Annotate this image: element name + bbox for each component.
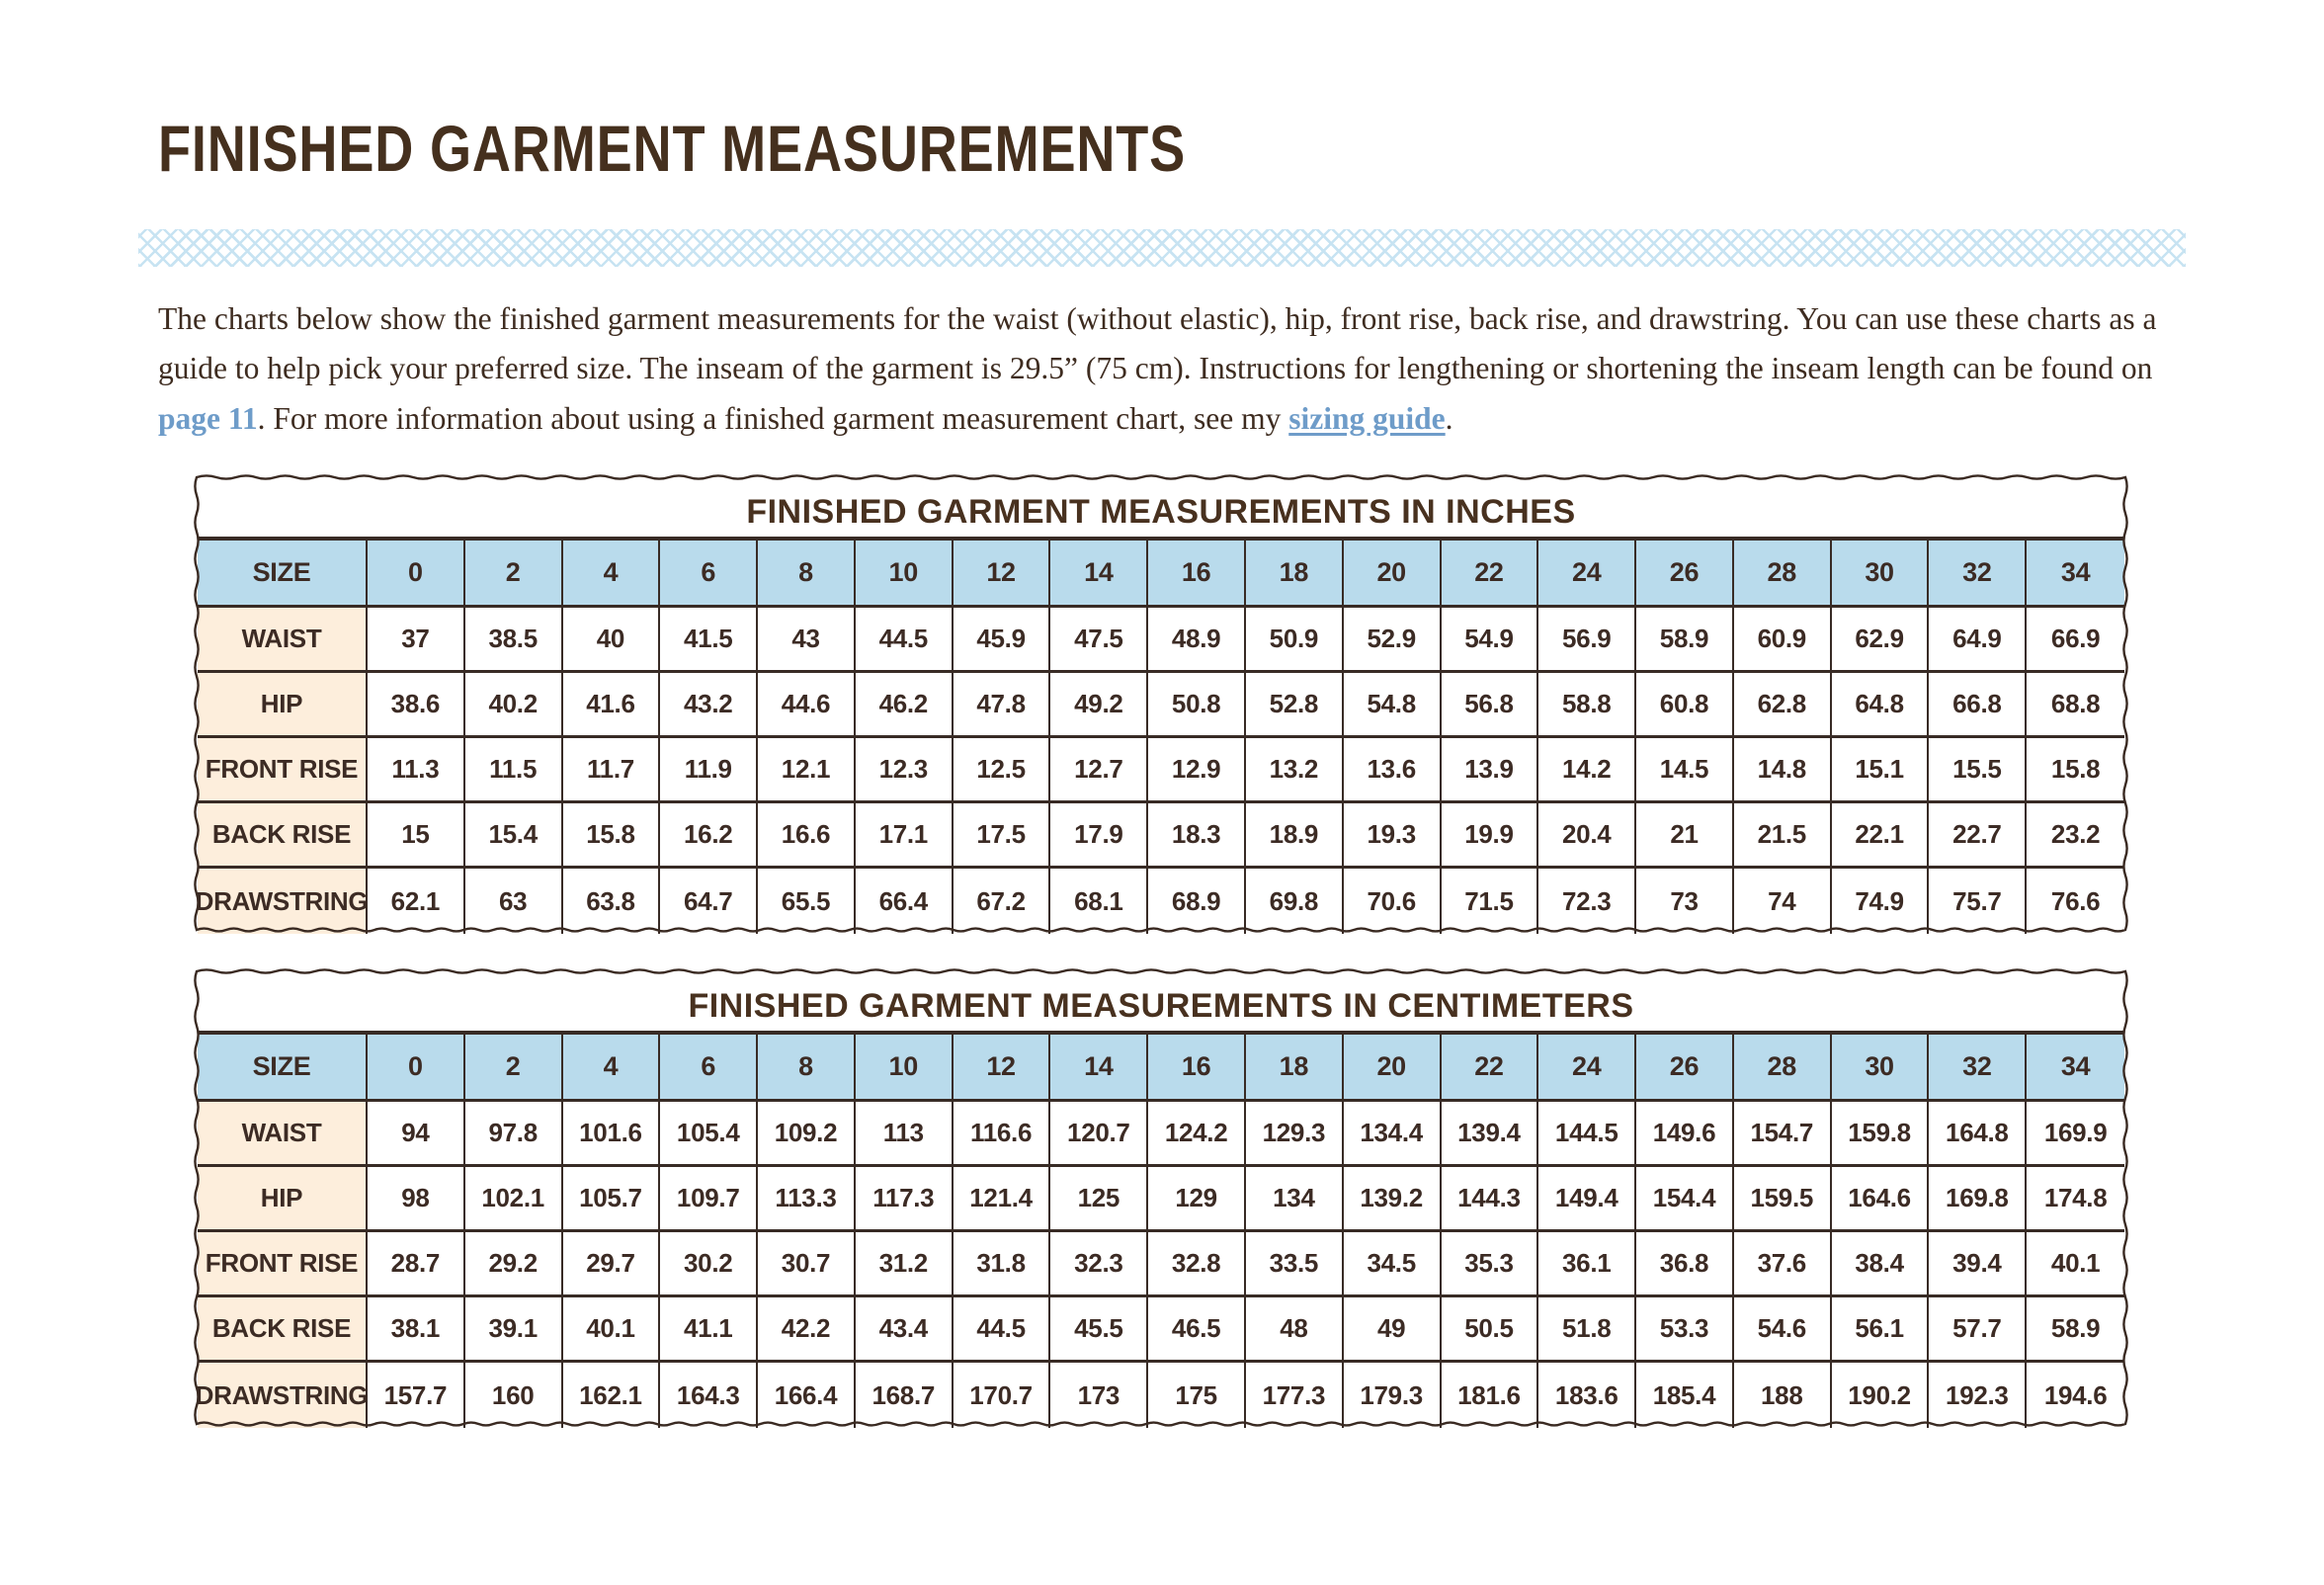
table-cell: 13.9: [1442, 738, 1539, 803]
table-cell: 69.8: [1246, 869, 1344, 934]
table-cell: 157.7: [368, 1363, 465, 1428]
table-cell: 38.1: [368, 1297, 465, 1363]
table-title-centimeters: FINISHED GARMENT MEASUREMENTS IN CENTIMETERS: [688, 986, 1634, 1025]
table-cell: 11.7: [563, 738, 661, 803]
table-cell: 53.3: [1636, 1297, 1734, 1363]
table-cell: 20.4: [1538, 803, 1636, 869]
size-header-cell: 14: [1050, 1035, 1148, 1102]
table-cell: 154.4: [1636, 1167, 1734, 1232]
table-cell: 17.1: [856, 803, 954, 869]
table-cell: 11.9: [660, 738, 758, 803]
table-title-inches: FINISHED GARMENT MEASUREMENTS IN INCHES: [746, 492, 1576, 531]
table-cell: 129.3: [1246, 1102, 1344, 1167]
table-cell: 181.6: [1442, 1363, 1539, 1428]
table-cell: 18.3: [1148, 803, 1246, 869]
table-cell: 40.1: [2027, 1232, 2124, 1297]
size-header-cell: 18: [1246, 1035, 1344, 1102]
table-cell: 117.3: [856, 1167, 954, 1232]
table-cell: 62.1: [368, 869, 465, 934]
table-cell: 97.8: [465, 1102, 563, 1167]
table-cell: 70.6: [1344, 869, 1442, 934]
intro-text-3: .: [1445, 400, 1453, 436]
size-header-label: SIZE: [198, 1035, 368, 1102]
table-cell: 139.4: [1442, 1102, 1539, 1167]
row-label: DRAWSTRING: [198, 1363, 368, 1428]
size-header-cell: 12: [954, 1035, 1051, 1102]
table-cell: 12.9: [1148, 738, 1246, 803]
table-cell: 71.5: [1442, 869, 1539, 934]
table-cell: 48: [1246, 1297, 1344, 1363]
table-cell: 63.8: [563, 869, 661, 934]
table-cell: 44.6: [758, 673, 856, 738]
row-label: WAIST: [198, 608, 368, 673]
table-cell: 94: [368, 1102, 465, 1167]
size-header-cell: 10: [856, 1035, 954, 1102]
table-cell: 58.9: [2027, 1297, 2124, 1363]
table-cell: 40.1: [563, 1297, 661, 1363]
table-cell: 38.6: [368, 673, 465, 738]
table-cell: 50.8: [1148, 673, 1246, 738]
table-cell: 63: [465, 869, 563, 934]
size-header-cell: 30: [1832, 541, 1930, 608]
table-cell: 68.1: [1050, 869, 1148, 934]
table-cell: 168.7: [856, 1363, 954, 1428]
table-cell: 164.3: [660, 1363, 758, 1428]
intro-text-1: The charts below show the finished garment measurements for the waist (without elastic), hip, front rise, back rise, and drawstring. You can use these charts as a guide to help pick your preferred size. The inseam of the garment is 29.5” (75 cm). Instructions for lengthening or shortening the inseam length can be found on: [158, 301, 2157, 386]
table-cell: 159.8: [1832, 1102, 1930, 1167]
table-cell: 58.8: [1538, 673, 1636, 738]
table-cell: 74: [1734, 869, 1832, 934]
table-cell: 113.3: [758, 1167, 856, 1232]
table-cell: 64.8: [1832, 673, 1930, 738]
table-cell: 40.2: [465, 673, 563, 738]
table-cell: 42.2: [758, 1297, 856, 1363]
size-header-cell: 16: [1148, 1035, 1246, 1102]
row-label: HIP: [198, 1167, 368, 1232]
table-cell: 41.1: [660, 1297, 758, 1363]
intro-paragraph: [158, 294, 2201, 444]
table-cell: 173: [1050, 1363, 1148, 1428]
table-cell: 56.1: [1832, 1297, 1930, 1363]
size-header-cell: 24: [1538, 541, 1636, 608]
table-cell: 43.4: [856, 1297, 954, 1363]
table-cell: 68.8: [2027, 673, 2124, 738]
table-cell: 12.7: [1050, 738, 1148, 803]
table-cell: 166.4: [758, 1363, 856, 1428]
table-cell: 177.3: [1246, 1363, 1344, 1428]
size-header-cell: 0: [368, 541, 465, 608]
measurements-table-centimeters: [193, 967, 2129, 1428]
table-cell: 169.9: [2027, 1102, 2124, 1167]
size-header-cell: 34: [2027, 1035, 2124, 1102]
table-cell: 67.2: [954, 869, 1051, 934]
table-cell: 121.4: [954, 1167, 1051, 1232]
page-11-link[interactable]: page 11: [158, 400, 258, 436]
table-cell: 58.9: [1636, 608, 1734, 673]
table-cell: 162.1: [563, 1363, 661, 1428]
table-cell: 39.4: [1929, 1232, 2027, 1297]
row-label: BACK RISE: [198, 1297, 368, 1363]
row-label: DRAWSTRING: [198, 869, 368, 934]
table-cell: 144.3: [1442, 1167, 1539, 1232]
page-title: FINISHED GARMENT MEASUREMENTS: [158, 112, 1187, 185]
size-header-cell: 26: [1636, 541, 1734, 608]
table-cell: 17.5: [954, 803, 1051, 869]
row-label: FRONT RISE: [198, 738, 368, 803]
size-header-cell: 8: [758, 1035, 856, 1102]
table-cell: 33.5: [1246, 1232, 1344, 1297]
table-cell: 30.2: [660, 1232, 758, 1297]
table-cell: 14.8: [1734, 738, 1832, 803]
table-cell: 15: [368, 803, 465, 869]
table-cell: 38.4: [1832, 1232, 1930, 1297]
table-cell: 54.9: [1442, 608, 1539, 673]
table-cell: 134: [1246, 1167, 1344, 1232]
table-cell: 60.8: [1636, 673, 1734, 738]
table-cell: 14.2: [1538, 738, 1636, 803]
size-header-cell: 10: [856, 541, 954, 608]
table-cell: 16.2: [660, 803, 758, 869]
table-cell: 159.5: [1734, 1167, 1832, 1232]
table-cell: 12.3: [856, 738, 954, 803]
table-cell: 57.7: [1929, 1297, 2027, 1363]
table-cell: 21.5: [1734, 803, 1832, 869]
table-cell: 75.7: [1929, 869, 2027, 934]
table-cell: 76.6: [2027, 869, 2124, 934]
table-cell: 50.9: [1246, 608, 1344, 673]
table-cell: 38.5: [465, 608, 563, 673]
table-cell: 11.3: [368, 738, 465, 803]
size-header-cell: 34: [2027, 541, 2124, 608]
row-label: WAIST: [198, 1102, 368, 1167]
table-cell: 48.9: [1148, 608, 1246, 673]
table-cell: 109.7: [660, 1167, 758, 1232]
table-cell: 43: [758, 608, 856, 673]
table-cell: 35.3: [1442, 1232, 1539, 1297]
table-cell: 149.4: [1538, 1167, 1636, 1232]
size-header-cell: 2: [465, 541, 563, 608]
table-cell: 54.6: [1734, 1297, 1832, 1363]
size-header-cell: 28: [1734, 1035, 1832, 1102]
cross-stitch-divider: [138, 229, 2186, 267]
table-cell: 41.6: [563, 673, 661, 738]
table-cell: 46.5: [1148, 1297, 1246, 1363]
table-cell: 13.2: [1246, 738, 1344, 803]
table-cell: 22.1: [1832, 803, 1930, 869]
table-cell: 134.4: [1344, 1102, 1442, 1167]
table-cell: 164.8: [1929, 1102, 2027, 1167]
measurements-table-inches: [193, 473, 2129, 934]
table-cell: 52.9: [1344, 608, 1442, 673]
size-header-cell: 6: [660, 1035, 758, 1102]
table-cell: 73: [1636, 869, 1734, 934]
table-cell: 60.9: [1734, 608, 1832, 673]
table-cell: 50.5: [1442, 1297, 1539, 1363]
table-cell: 170.7: [954, 1363, 1051, 1428]
table-cell: 45.9: [954, 608, 1051, 673]
table-cell: 12.1: [758, 738, 856, 803]
size-header-cell: 12: [954, 541, 1051, 608]
table-cell: 15.5: [1929, 738, 2027, 803]
table-cell: 160: [465, 1363, 563, 1428]
table-cell: 37.6: [1734, 1232, 1832, 1297]
measurement-grid-centimeters: [195, 1031, 2124, 1428]
table-cell: 52.8: [1246, 673, 1344, 738]
table-cell: 125: [1050, 1167, 1148, 1232]
table-cell: 43.2: [660, 673, 758, 738]
table-cell: 15.8: [563, 803, 661, 869]
size-header-cell: 0: [368, 1035, 465, 1102]
table-cell: 11.5: [465, 738, 563, 803]
table-cell: 30.7: [758, 1232, 856, 1297]
table-cell: 46.2: [856, 673, 954, 738]
table-cell: 17.9: [1050, 803, 1148, 869]
size-header-cell: 32: [1929, 1035, 2027, 1102]
row-label: HIP: [198, 673, 368, 738]
table-cell: 169.8: [1929, 1167, 2027, 1232]
size-header-cell: 28: [1734, 541, 1832, 608]
table-cell: 62.8: [1734, 673, 1832, 738]
table-cell: 66.4: [856, 869, 954, 934]
table-cell: 66.8: [1929, 673, 2027, 738]
table-cell: 116.6: [954, 1102, 1051, 1167]
table-cell: 62.9: [1832, 608, 1930, 673]
table-cell: 45.5: [1050, 1297, 1148, 1363]
table-cell: 183.6: [1538, 1363, 1636, 1428]
row-label: FRONT RISE: [198, 1232, 368, 1297]
table-cell: 192.3: [1929, 1363, 2027, 1428]
size-header-cell: 16: [1148, 541, 1246, 608]
size-header-cell: 14: [1050, 541, 1148, 608]
table-cell: 41.5: [660, 608, 758, 673]
table-cell: 40: [563, 608, 661, 673]
table-cell: 109.2: [758, 1102, 856, 1167]
table-cell: 44.5: [856, 608, 954, 673]
size-header-cell: 30: [1832, 1035, 1930, 1102]
table-cell: 65.5: [758, 869, 856, 934]
table-cell: 14.5: [1636, 738, 1734, 803]
size-header-cell: 20: [1344, 1035, 1442, 1102]
table-cell: 19.9: [1442, 803, 1539, 869]
table-cell: 44.5: [954, 1297, 1051, 1363]
table-cell: 175: [1148, 1363, 1246, 1428]
table-cell: 39.1: [465, 1297, 563, 1363]
intro-text-2: . For more information about using a finished garment measurement chart, see my: [257, 400, 1289, 436]
table-cell: 36.1: [1538, 1232, 1636, 1297]
table-cell: 15.8: [2027, 738, 2124, 803]
table-cell: 102.1: [465, 1167, 563, 1232]
table-cell: 56.8: [1442, 673, 1539, 738]
table-cell: 49: [1344, 1297, 1442, 1363]
size-header-cell: 24: [1538, 1035, 1636, 1102]
table-cell: 21: [1636, 803, 1734, 869]
size-header-cell: 22: [1442, 1035, 1539, 1102]
table-cell: 174.8: [2027, 1167, 2124, 1232]
size-header-cell: 22: [1442, 541, 1539, 608]
table-cell: 28.7: [368, 1232, 465, 1297]
table-cell: 49.2: [1050, 673, 1148, 738]
table-cell: 164.6: [1832, 1167, 1930, 1232]
table-cell: 16.6: [758, 803, 856, 869]
table-cell: 72.3: [1538, 869, 1636, 934]
table-cell: 149.6: [1636, 1102, 1734, 1167]
table-cell: 19.3: [1344, 803, 1442, 869]
row-label: BACK RISE: [198, 803, 368, 869]
table-cell: 36.8: [1636, 1232, 1734, 1297]
table-cell: 66.9: [2027, 608, 2124, 673]
table-cell: 54.8: [1344, 673, 1442, 738]
table-cell: 56.9: [1538, 608, 1636, 673]
table-cell: 139.2: [1344, 1167, 1442, 1232]
size-header-cell: 2: [465, 1035, 563, 1102]
table-cell: 154.7: [1734, 1102, 1832, 1167]
table-cell: 29.7: [563, 1232, 661, 1297]
table-cell: 120.7: [1050, 1102, 1148, 1167]
table-cell: 31.2: [856, 1232, 954, 1297]
measurement-grid-inches: [195, 537, 2124, 934]
size-header-cell: 4: [563, 541, 661, 608]
size-header-cell: 6: [660, 541, 758, 608]
table-cell: 144.5: [1538, 1102, 1636, 1167]
table-cell: 74.9: [1832, 869, 1930, 934]
table-cell: 124.2: [1148, 1102, 1246, 1167]
table-cell: 29.2: [465, 1232, 563, 1297]
size-header-cell: 20: [1344, 541, 1442, 608]
table-cell: 47.5: [1050, 608, 1148, 673]
table-cell: 37: [368, 608, 465, 673]
table-cell: 113: [856, 1102, 954, 1167]
table-cell: 22.7: [1929, 803, 2027, 869]
sizing-guide-link[interactable]: sizing guide: [1288, 400, 1446, 436]
table-cell: 15.1: [1832, 738, 1930, 803]
table-cell: 13.6: [1344, 738, 1442, 803]
table-cell: 12.5: [954, 738, 1051, 803]
table-cell: 190.2: [1832, 1363, 1930, 1428]
size-header-cell: 4: [563, 1035, 661, 1102]
table-cell: 15.4: [465, 803, 563, 869]
size-header-cell: 18: [1246, 541, 1344, 608]
table-cell: 18.9: [1246, 803, 1344, 869]
table-cell: 51.8: [1538, 1297, 1636, 1363]
table-cell: 64.7: [660, 869, 758, 934]
size-header-cell: 26: [1636, 1035, 1734, 1102]
size-header-label: SIZE: [198, 541, 368, 608]
table-cell: 98: [368, 1167, 465, 1232]
table-cell: 31.8: [954, 1232, 1051, 1297]
table-cell: 105.4: [660, 1102, 758, 1167]
table-cell: 188: [1734, 1363, 1832, 1428]
table-cell: 194.6: [2027, 1363, 2124, 1428]
table-cell: 32.8: [1148, 1232, 1246, 1297]
table-cell: 185.4: [1636, 1363, 1734, 1428]
table-cell: 34.5: [1344, 1232, 1442, 1297]
size-header-cell: 32: [1929, 541, 2027, 608]
table-cell: 105.7: [563, 1167, 661, 1232]
table-cell: 47.8: [954, 673, 1051, 738]
size-header-cell: 8: [758, 541, 856, 608]
table-cell: 23.2: [2027, 803, 2124, 869]
table-cell: 68.9: [1148, 869, 1246, 934]
table-cell: 129: [1148, 1167, 1246, 1232]
table-cell: 101.6: [563, 1102, 661, 1167]
table-cell: 64.9: [1929, 608, 2027, 673]
table-cell: 179.3: [1344, 1363, 1442, 1428]
table-cell: 32.3: [1050, 1232, 1148, 1297]
